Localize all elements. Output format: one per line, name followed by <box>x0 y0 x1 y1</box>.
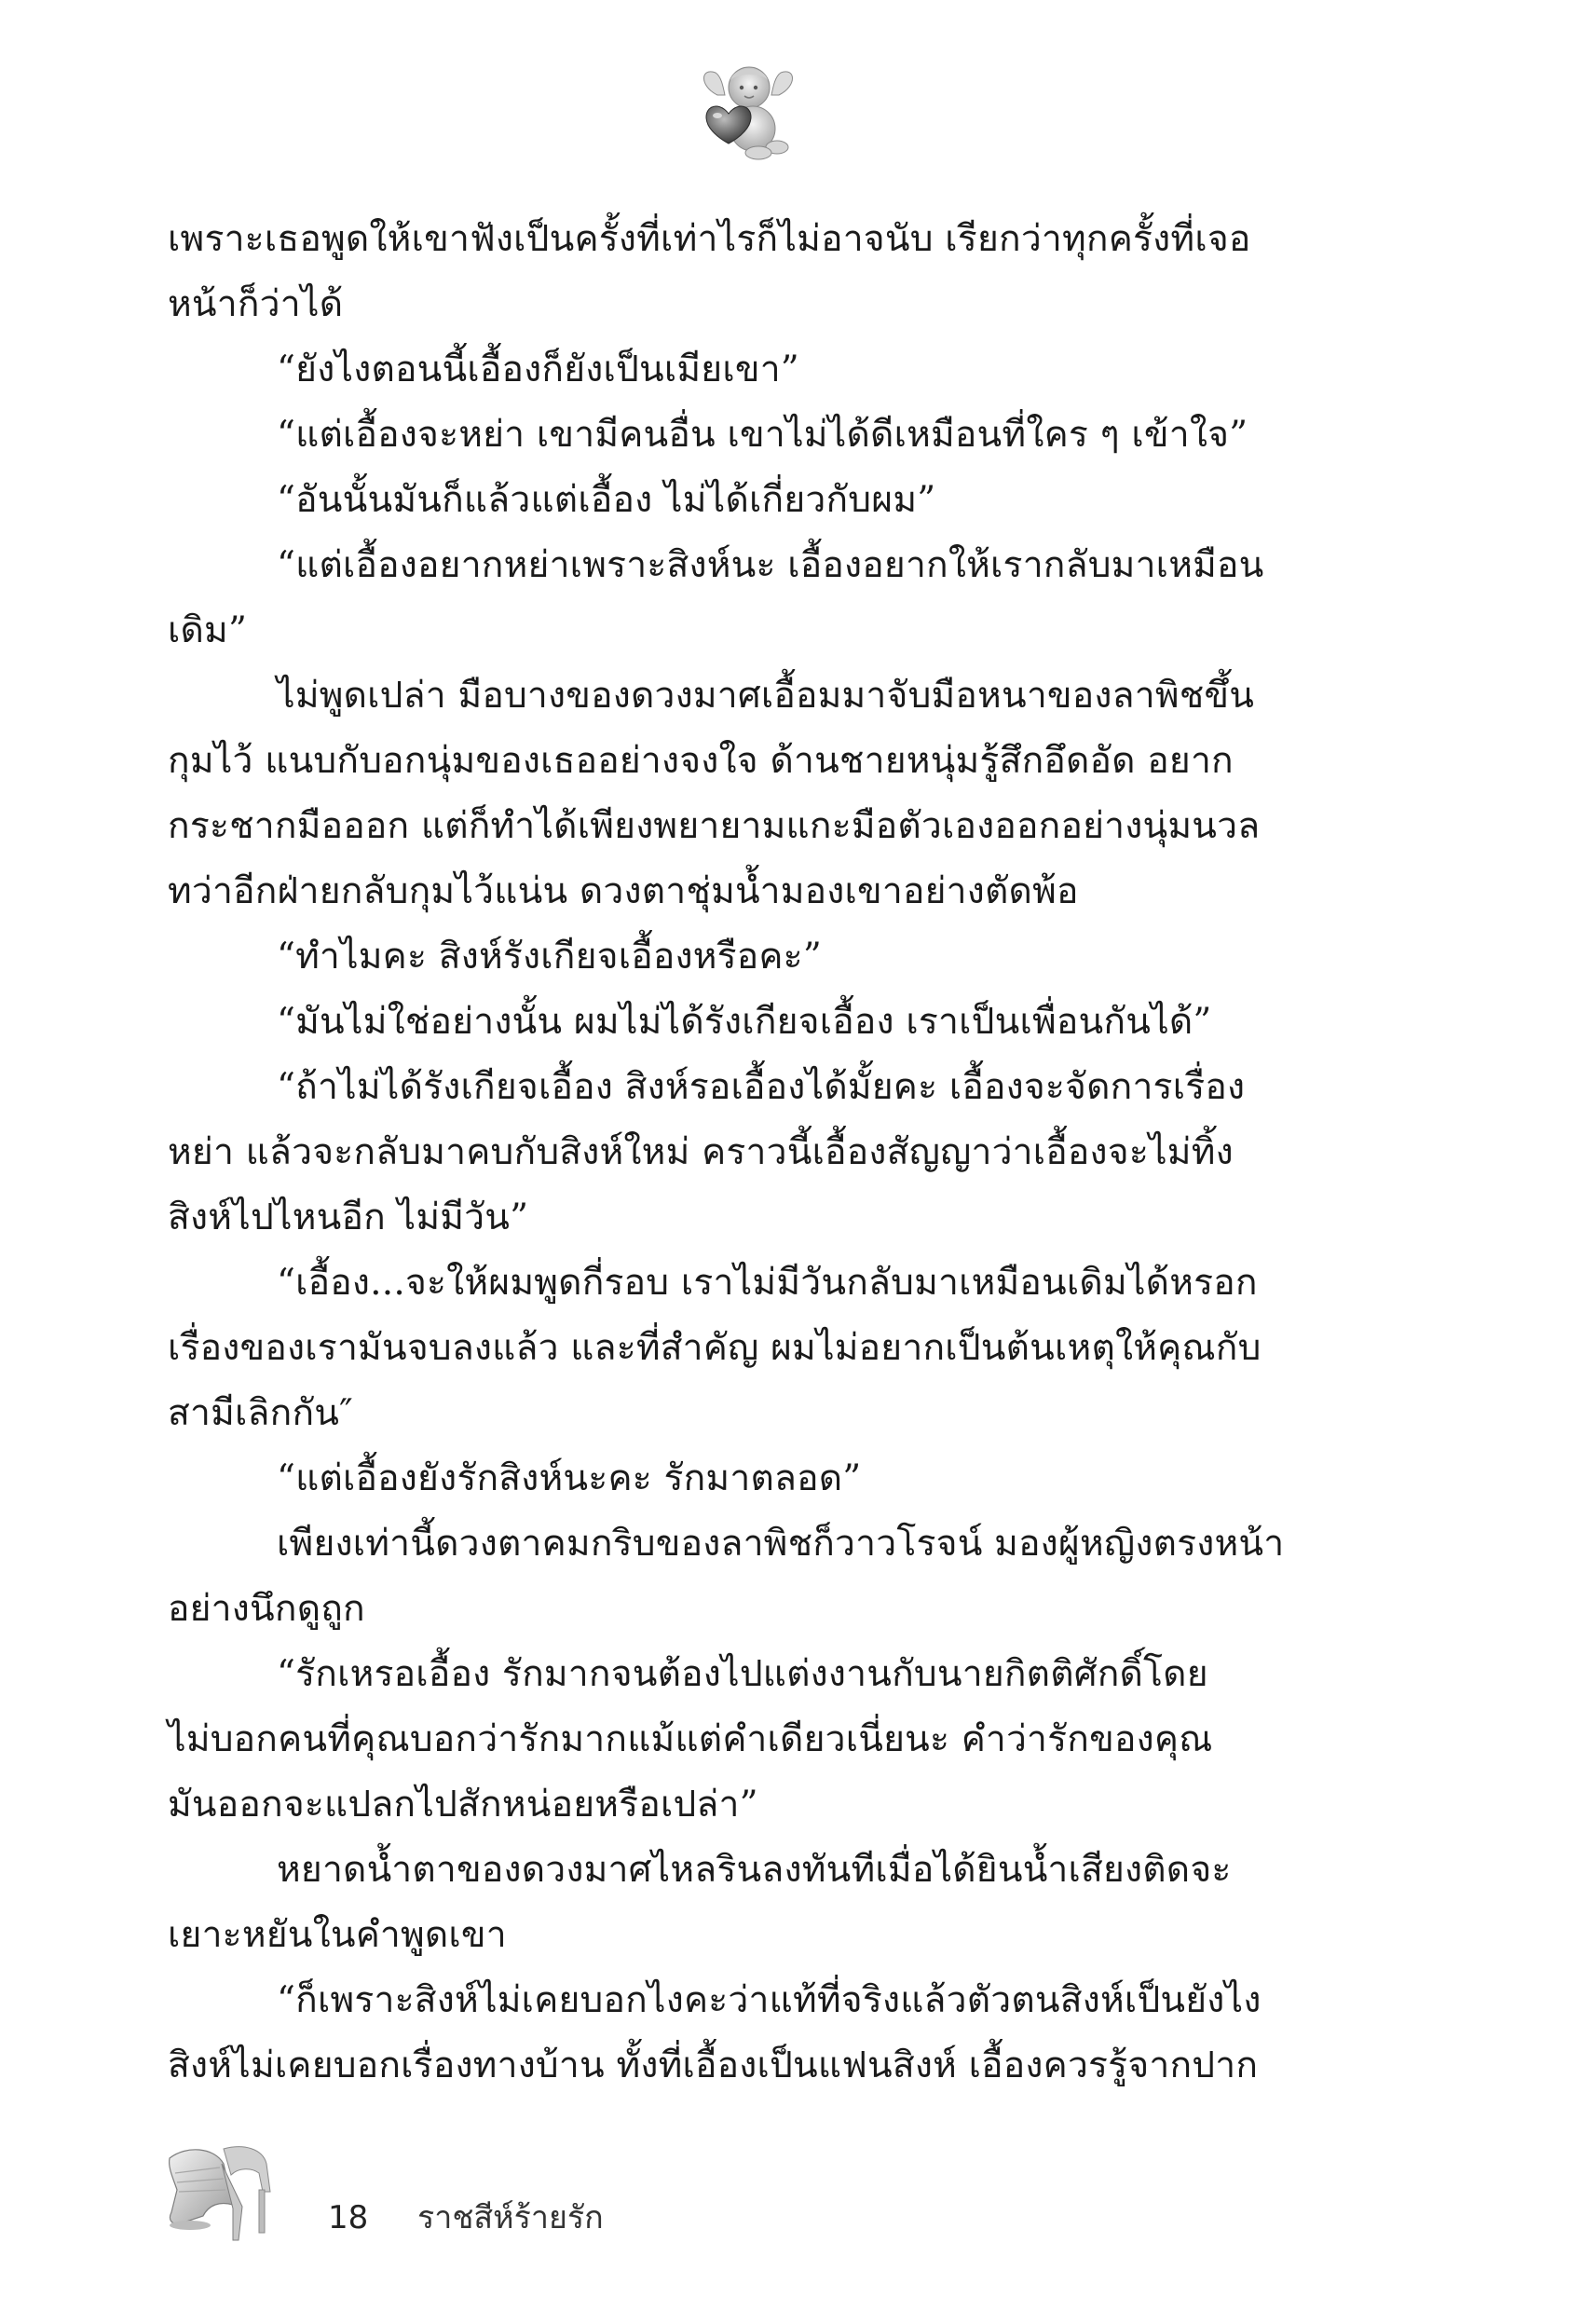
text-line: “แต่เอื้องอยากหย่าเพราะสิงห์นะ เอื้องอยากให้เรากลับมาเหมือน <box>277 544 1264 586</box>
cupid-heart-icon <box>697 58 799 165</box>
text-line: ไม่พูดเปล่า มือบางของดวงมาศเอื้อมมาจับมือหนาของลาพิชขึ้น <box>277 675 1255 717</box>
text-line: กระชากมือออก แต่ก็ทำได้เพียงพยายามแกะมือตัวเองออกอย่างนุ่มนวล <box>168 805 1261 847</box>
text-line: “เอื้อง...จะให้ผมพูดกี่รอบ เราไม่มีวันกลับมาเหมือนเดิมได้หรอก <box>277 1262 1258 1304</box>
text-line: “ก็เพราะสิงห์ไม่เคยบอกไงคะว่าแท้ที่จริงแล้วตัวตนสิงห์เป็นยังไง <box>277 1979 1262 2021</box>
text-line: “อันนั้นมันก็แล้วแต่เอื้อง ไม่ได้เกี่ยวกับผม” <box>277 479 936 521</box>
text-line: เรื่องของเรามันจบลงแล้ว และที่สำคัญ ผมไม่อยากเป็นต้นเหตุให้คุณกับ <box>168 1327 1262 1369</box>
text-line: เพราะเธอพูดให้เขาฟังเป็นครั้งที่เท่าไรก็ไม่อาจนับ เรียกว่าทุกครั้งที่เจอ <box>168 218 1251 260</box>
text-line: “รักเหรอเอื้อง รักมากจนต้องไปแต่งงานกับนายกิตติศักดิ์โดย <box>277 1653 1208 1695</box>
text-line: “แต่เอื้องยังรักสิงห์นะคะ รักมาตลอด” <box>277 1457 862 1499</box>
text-line: “แต่เอื้องจะหย่า เขามีคนอื่น เขาไม่ได้ดีเหมือนที่ใคร ๆ เข้าใจ” <box>277 414 1248 456</box>
text-line: หยาดน้ำตาของดวงมาศไหลรินลงทันทีเมื่อได้ยินน้ำเสียงติดจะ <box>277 1849 1232 1891</box>
text-line: หย่า แล้วจะกลับมาคบกับสิงห์ใหม่ คราวนี้เอื้องสัญญาว่าเอื้องจะไม่ทิ้ง <box>168 1131 1234 1173</box>
text-line: หน้าก็ว่าได้ <box>168 283 344 325</box>
text-line: เพียงเท่านี้ดวงตาคมกริบของลาพิชก็วาวโรจน์ มองผู้หญิงตรงหน้า <box>277 1523 1285 1565</box>
book-title: ราชสีห์ร้ายรัก <box>417 2199 604 2236</box>
text-line: “มันไม่ใช่อย่างนั้น ผมไม่ได้รังเกียจเอื้อง เราเป็นเพื่อนกันได้” <box>277 1001 1212 1043</box>
page-number: 18 <box>328 2199 369 2236</box>
text-line: สามีเลิกกัน″ <box>168 1392 353 1434</box>
text-line: มันออกจะแปลกไปสักหน่อยหรือเปล่า” <box>168 1784 758 1826</box>
text-line: “ทำไมคะ สิงห์รังเกียจเอื้องหรือคะ” <box>277 936 822 978</box>
text-line: สิงห์ไปไหนอีก ไม่มีวัน” <box>168 1197 529 1238</box>
text-line: ไม่บอกคนที่คุณบอกว่ารักมากแม้แต่คำเดียวเนี่ยนะ คำว่ารักของคุณ <box>168 1718 1213 1760</box>
text-line: กุมไว้ แนบกับอกนุ่มของเธออย่างจงใจ ด้านชายหนุ่มรู้สึกอึดอัด อยาก <box>168 740 1234 782</box>
text-line: “ถ้าไม่ได้รังเกียจเอื้อง สิงห์รอเอื้องได้มั้ยคะ เอื้องจะจัดการเรื่อง <box>277 1066 1246 1108</box>
text-line: เดิม” <box>168 609 248 651</box>
text-line: ทว่าอีกฝ่ายกลับกุมไว้แน่น ดวงตาชุ่มน้ำมองเขาอย่างตัดพ้อ <box>168 870 1079 912</box>
text-line: สิงห์ไม่เคยบอกเรื่องทางบ้าน ทั้งที่เอื้องเป็นแฟนสิงห์ เอื้องควรรู้จากปาก <box>168 2044 1259 2086</box>
text-line: เยาะหยันในคำพูดเขา <box>168 1914 507 1956</box>
high-heel-shoe-icon <box>158 2136 289 2248</box>
text-line: อย่างนึกดูถูก <box>168 1588 365 1630</box>
text-line: “ยังไงตอนนี้เอื้องก็ยังเป็นเมียเขา” <box>277 349 799 390</box>
